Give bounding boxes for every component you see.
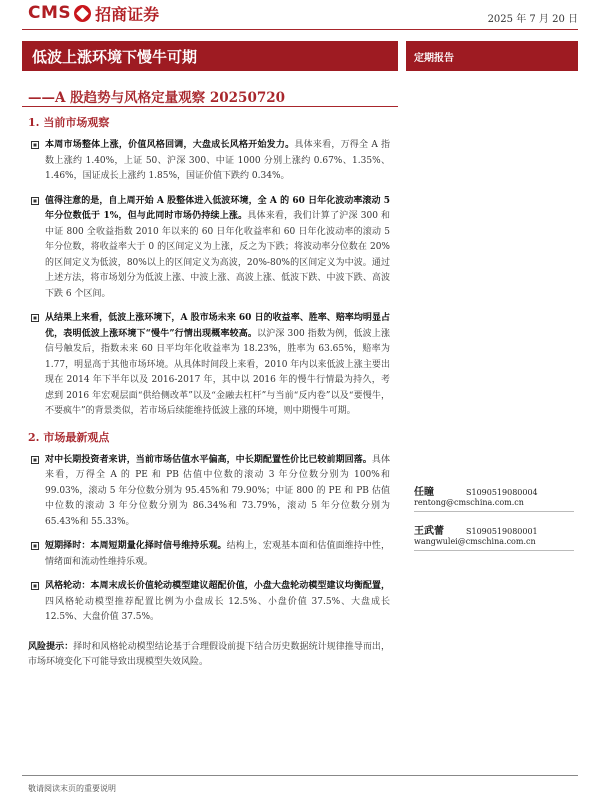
bullet-item: [28, 539, 390, 570]
analyst-name: 任瞳: [414, 487, 434, 498]
bullet-text: 结构上，宏观基本面和估值面维持中性，情绪面和流动性维持乐观。: [45, 541, 390, 567]
analyst-email[interactable]: wangwulei@cmschina.com.cn: [414, 537, 574, 551]
main-content: [28, 114, 390, 671]
risk-label: 风险提示：: [28, 641, 74, 652]
bullet-bold-text: 短期择时：本周短期量化择时信号维持乐观。: [45, 541, 227, 551]
subtitle-divider: [22, 106, 398, 107]
bullet-bold-text: 风格轮动：本周末成长价值轮动模型建议超配价值，小盘大盘轮动模型建议均衡配置，: [45, 581, 390, 591]
report-date: 2025 年 7 月 20 日: [487, 14, 578, 25]
bullet-text: 以沪深 300 指数为例，低波上涨信号触发后，指数未来 60 日平均年化收益率为 18.23%，胜率为 63.65%，赔率为 1.77，明显高于其他市场环境。从具体时间段上来看，2010 年内以来低波上涨主要出现在 2014 年下半年以及 2016-2017 年，其中以 2016 年的慢牛行情最为持久，考虑到 2016 年宏观层面“供给侧改革”以及“金融去杠杆”与当前“反内卷”以及“要慢牛，不要疯牛”的背景类似，若市场后续能维持低波上涨的环境，则中期慢牛可期。: [45, 328, 390, 416]
analyst-email[interactable]: rentong@cmschina.com.cn: [414, 498, 574, 512]
analyst-panel: [414, 483, 574, 561]
bullet-text: 具体来看，万得全 A 的 PE 和 PB 估值中位数的滚动 3 年分位数分别为 100%和 99.03%，滚动 5 年分位数分别为 95.45%和 79.90%；中证 800 的 PE 和 PB 估值中位数的滚动 3 年分位数分别为 86.34%和 73.79%，滚动 5 年分位数分别为 65.43%和 55.33%。: [45, 454, 390, 527]
bullet-bold-text: 本周市场整体上涨，价值风格回调，大盘成长风格开始发力。: [45, 140, 295, 150]
bullet-text: 具体来看，万得全 A 指数上涨约 1.40%，上证 50、沪深 300、中证 1000 分别上涨约 0.67%、1.35%、1.46%，国证成长上涨约 1.85%，国证价值下跌约 0.34%。: [45, 140, 390, 181]
bullet-item: [28, 453, 390, 531]
bullet-bold-text: 对中长期投资者来讲，当前市场估值水平偏高，中长期配置性价比已较前期回落。: [45, 454, 372, 465]
square-bullet-icon: [31, 456, 39, 464]
report-title: 低波上涨环境下慢牛可期: [22, 41, 398, 71]
analyst-card: [414, 522, 574, 551]
square-bullet-icon: [31, 582, 39, 590]
analyst-name: 王武蕾: [414, 526, 444, 537]
risk-warning: [28, 640, 390, 671]
report-type-badge: 定期报告: [406, 41, 578, 71]
section-latest-views: [28, 429, 390, 626]
analyst-license-id: S1090519080001: [466, 527, 538, 536]
logo-emblem-icon: [74, 5, 91, 22]
risk-text: 择时和风格轮动模型结论基于合理假设前提下结合历史数据统计规律推导而出，市场环境变化下可能导致出现模型失效风险。: [28, 641, 390, 667]
square-bullet-icon: [31, 141, 39, 149]
section-market-observation: [28, 114, 390, 420]
bullet-bold-text: 从结果上来看，低波上涨环境下，A 股市场未来 60 日的收益率、胜率、赔率均明显占优，表明低波上涨环境下“慢牛”行情出现概率较高。: [45, 313, 390, 339]
footer-note: 敬请阅读末页的重要说明: [28, 784, 116, 793]
analyst-card: [414, 483, 574, 512]
square-bullet-icon: [31, 314, 39, 322]
bullet-item: [28, 138, 390, 185]
analyst-license-id: S1090519080004: [466, 488, 538, 497]
logo-text: CMS: [28, 3, 72, 23]
square-bullet-icon: [31, 197, 39, 205]
section-title: 1. 当前市场观察: [28, 116, 110, 129]
report-subtitle: ——A 股趋势与风格定量观察 20250720: [28, 90, 286, 106]
footer-divider: [22, 775, 578, 776]
bullet-text: 四风格轮动模型推荐配置比例为小盘成长 12.5%、小盘价值 37.5%、大盘成长 12.5%、大盘价值 37.5%。: [45, 596, 390, 622]
bullet-text: 具体来看，我们计算了沪深 300 和中证 800 全收益指数 2010 年以来的 60 日年化收益率和 60 日年化波动率的滚动 5 年分位数，将收益率大于 0 的区间定义为上涨，反之为下跌；将波动率分位数在 20%的区间定义为低波，80%以上的区间定义为高波，20%-80%的区间定义为中波。通过上述方法，将市场划分为低波上涨、中波上涨、高波上涨、低波下跌、中波下跌、高波下跌 6 个区间。: [45, 211, 390, 299]
logo-chinese-name: 招商证券: [95, 4, 160, 24]
header-divider: [22, 29, 578, 30]
bullet-item: [28, 311, 390, 420]
bullet-bold-text: 值得注意的是，自上周开始 A 股整体进入低波环境，全 A 的 60 日年化波动率滚动 5 年分位数低于 1%，但与此同时市场仍持续上涨。: [45, 195, 390, 221]
brand-logo: [28, 0, 159, 26]
bullet-item: [28, 579, 390, 626]
bullet-item: [28, 194, 390, 303]
section-title: 2. 市场最新观点: [28, 430, 110, 444]
square-bullet-icon: [31, 542, 39, 550]
